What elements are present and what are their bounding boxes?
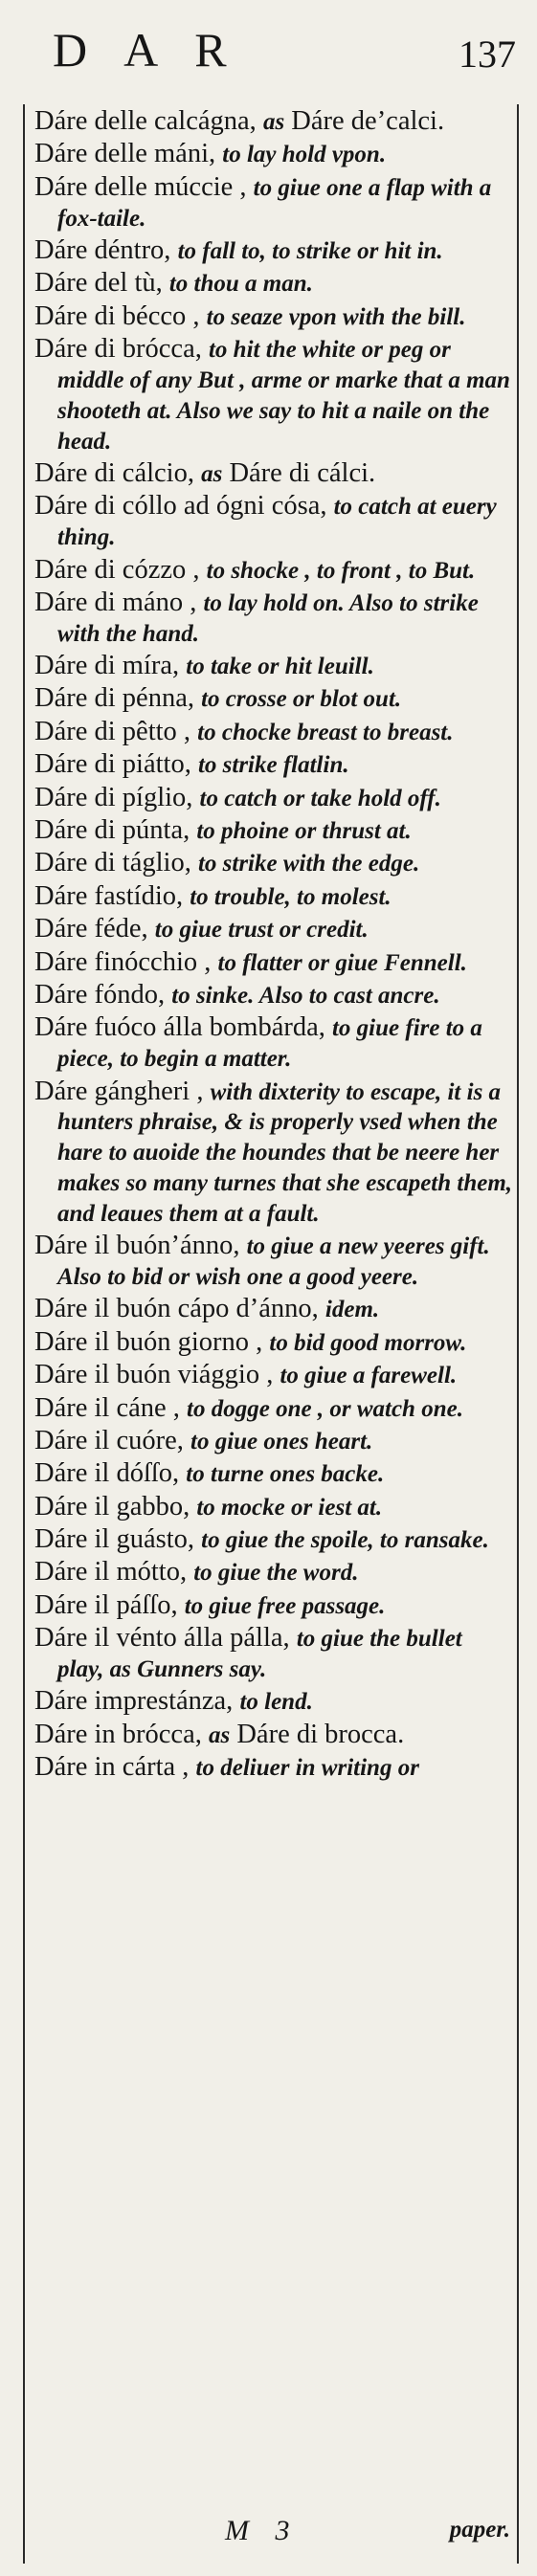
entry-headword: Dáre delle calcágna, <box>34 106 257 136</box>
dictionary-entry <box>34 948 513 979</box>
entry-headword: Dáre di táglio, <box>34 848 191 878</box>
entry-gloss: to take or hit leuill. <box>186 654 374 680</box>
entry-headword: Dáre il buón giorno , <box>34 1326 263 1357</box>
entry-headword: Dáre il vénto álla pálla, <box>34 1623 290 1654</box>
entry-gloss: to giue ones heart. <box>190 1428 373 1455</box>
entry-headword: Dáre del tù, <box>34 268 163 299</box>
entry-headword: Dáre finócchio , <box>34 946 212 977</box>
entry-headword: Dáre il gabbo, <box>34 1491 190 1521</box>
entry-gloss: as <box>201 460 223 487</box>
running-head-word: DAR <box>53 23 263 77</box>
entry-gloss: to bid good morrow. <box>269 1329 467 1356</box>
entry-headword: Dáre di pêtto , <box>34 716 191 746</box>
dictionary-entry <box>34 1624 513 1685</box>
entry-headword: Dáre delle máni, <box>34 139 216 169</box>
entry-cross-reference: Dáre di cálci. <box>229 457 376 488</box>
entry-gloss: to seaze vpon with the bill. <box>206 303 466 330</box>
dictionary-entry <box>34 107 513 138</box>
dictionary-entry <box>34 684 513 715</box>
entry-headword: Dáre di máno , <box>34 587 197 617</box>
entry-headword: Dáre di cóllo ad ógni cósa, <box>34 491 327 522</box>
dictionary-entry <box>34 816 513 847</box>
entry-headword: Dáre di púnta, <box>34 815 190 846</box>
entry-gloss: to giue fire to a piece, to begin a matter. <box>57 1015 482 1073</box>
entry-gloss: to giue the word. <box>193 1560 359 1587</box>
dictionary-entry <box>34 492 513 553</box>
dictionary-entry <box>34 335 513 456</box>
dictionary-entry <box>34 1295 513 1325</box>
entry-gloss: to lay hold on. Also to strike with the hand. <box>57 589 479 647</box>
entry-gloss: as <box>262 109 285 135</box>
entry-gloss: to turne ones backe. <box>186 1461 385 1488</box>
page-footer <box>0 2507 537 2565</box>
entry-headword: Dáre il cáne , <box>34 1392 180 1423</box>
entry-headword: Dáre di cózzo , <box>34 554 200 585</box>
entry-gloss: to thou a man. <box>168 271 313 298</box>
entry-headword: Dáre féde, <box>34 914 148 944</box>
entry-gloss: to trouble, to molest. <box>190 883 392 910</box>
dictionary-entry <box>34 652 513 682</box>
entry-gloss: to catch at euery thing. <box>57 494 497 551</box>
dictionary-entry <box>34 784 513 814</box>
entry-gloss: to crosse or blot out. <box>201 686 402 713</box>
dictionary-entry <box>34 1361 513 1391</box>
entry-gloss: to fall to, to strike or hit in. <box>177 237 443 264</box>
entry-gloss: to strike flatlin. <box>197 752 349 779</box>
dictionary-entry <box>34 1427 513 1457</box>
entry-headword: Dáre gángheri , <box>34 1076 204 1106</box>
dictionary-entry <box>34 1558 513 1588</box>
entry-headword: Dáre fastídio, <box>34 880 184 911</box>
entry-gloss: to mocke or iest at. <box>196 1494 383 1521</box>
entry-headword: Dáre imprestánza, <box>34 1686 234 1717</box>
dictionary-entry <box>34 981 513 1011</box>
entry-gloss: to hit the white or peg or middle of any But , arme or marke that a man shooteth at. Also we say to hit a naile on the head. <box>57 337 510 455</box>
entry-gloss: to giue free passage. <box>184 1592 386 1619</box>
dictionary-entry <box>34 1721 513 1751</box>
entry-gloss: to giue a farewell. <box>280 1363 458 1389</box>
dictionary-entry-list <box>34 107 513 1787</box>
entry-headword: Dáre delle múccie , <box>34 171 247 202</box>
entry-headword: Dáre il dóſſo, <box>34 1458 180 1489</box>
entry-headword: Dáre di míra, <box>34 651 180 681</box>
dictionary-entry <box>34 556 513 587</box>
dictionary-entry <box>34 1013 513 1075</box>
catchword: paper. <box>449 2517 510 2543</box>
dictionary-entry <box>34 459 513 490</box>
entry-headword: Dáre di brócca, <box>34 334 202 365</box>
entry-gloss: to giue the spoile, to ransake. <box>201 1527 489 1554</box>
entry-headword: Dáre il mótto, <box>34 1557 188 1588</box>
dictionary-entry <box>34 1394 513 1425</box>
entry-headword: Dáre il cuóre, <box>34 1425 184 1455</box>
entry-headword: Dáre in cárta , <box>34 1752 190 1783</box>
entry-gloss: to flatter or giue Fennell. <box>217 949 467 976</box>
entry-gloss: to giue a new yeeres gift. Also to bid or wish one a good yeere. <box>57 1233 490 1290</box>
dictionary-entry <box>34 140 513 170</box>
dictionary-entry <box>34 236 513 267</box>
dictionary-entry <box>34 1525 513 1556</box>
entry-gloss: to sinke. Also to cast ancre. <box>171 982 440 1009</box>
entry-gloss: with dixterity to escape, it is a hunters phraise, & is properly vsed when the hare to auoide the houndes that be neere her makes so many turnes that she escapeth them, and leaues them at a fault. <box>57 1078 513 1227</box>
entry-headword: Dáre di piátto, <box>34 749 191 780</box>
entry-headword: Dáre in brócca, <box>34 1719 202 1749</box>
entry-gloss: to deliuer in writing or <box>195 1755 419 1782</box>
dictionary-entry <box>34 1459 513 1490</box>
entry-headword: Dáre il buón’ánno, <box>34 1231 240 1261</box>
dictionary-entry <box>34 173 513 234</box>
page-header <box>0 0 537 96</box>
entry-headword: Dáre di cálcio, <box>34 457 194 488</box>
dictionary-entry <box>34 1328 513 1359</box>
dictionary-entry <box>34 1753 513 1784</box>
entry-gloss: to chocke breast to breast. <box>197 719 454 745</box>
entry-gloss: to shocke , to front , to But. <box>206 557 476 584</box>
dictionary-entry <box>34 915 513 945</box>
entry-headword: Dáre déntro, <box>34 234 171 265</box>
entry-headword: Dáre fuóco álla bombárda, <box>34 1012 325 1043</box>
signature-mark: M 3 <box>225 2515 300 2546</box>
entry-gloss: to giue trust or credit. <box>154 917 369 944</box>
entry-headword: Dáre il buón cápo d’ánno, <box>34 1294 319 1324</box>
dictionary-entry <box>34 1077 513 1230</box>
dictionary-entry <box>34 588 513 650</box>
dictionary-entry <box>34 1687 513 1718</box>
entry-gloss: as <box>208 1721 231 1748</box>
entry-gloss: to phoine or thrust at. <box>196 818 412 845</box>
entry-gloss: to lay hold vpon. <box>222 142 387 168</box>
dictionary-entry <box>34 718 513 748</box>
dictionary-entry <box>34 750 513 781</box>
dictionary-entry <box>34 1591 513 1622</box>
entry-gloss: to strike with the edge. <box>197 851 420 877</box>
entry-headword: Dáre di bécco , <box>34 300 200 331</box>
entry-cross-reference: Dáre di brocca. <box>236 1719 405 1749</box>
entry-headword: Dáre di pénna, <box>34 683 194 714</box>
dictionary-entry <box>34 1232 513 1293</box>
page-number: 137 <box>459 33 516 76</box>
entry-cross-reference: Dáre de’calci. <box>291 106 445 136</box>
entry-gloss: to catch or take hold off. <box>199 785 441 811</box>
entry-gloss: idem. <box>324 1297 380 1323</box>
dictionary-entry <box>34 302 513 333</box>
entry-gloss: to giue one a flap with a fox-taile. <box>57 174 492 232</box>
entry-headword: Dáre fóndo, <box>34 979 166 1010</box>
entry-gloss: to lend. <box>239 1689 313 1716</box>
dictionary-entry <box>34 849 513 879</box>
dictionary-entry <box>34 269 513 300</box>
entry-headword: Dáre il páſſo, <box>34 1589 178 1620</box>
entry-headword: Dáre il buón viággio , <box>34 1360 274 1390</box>
entry-gloss: to giue the bullet play, as Gunners say. <box>57 1626 462 1683</box>
entry-headword: Dáre il guásto, <box>34 1524 194 1555</box>
entry-gloss: to dogge one , or watch one. <box>187 1395 463 1422</box>
dictionary-entry <box>34 882 513 913</box>
entry-headword: Dáre di píglio, <box>34 782 193 812</box>
dictionary-entry <box>34 1493 513 1523</box>
